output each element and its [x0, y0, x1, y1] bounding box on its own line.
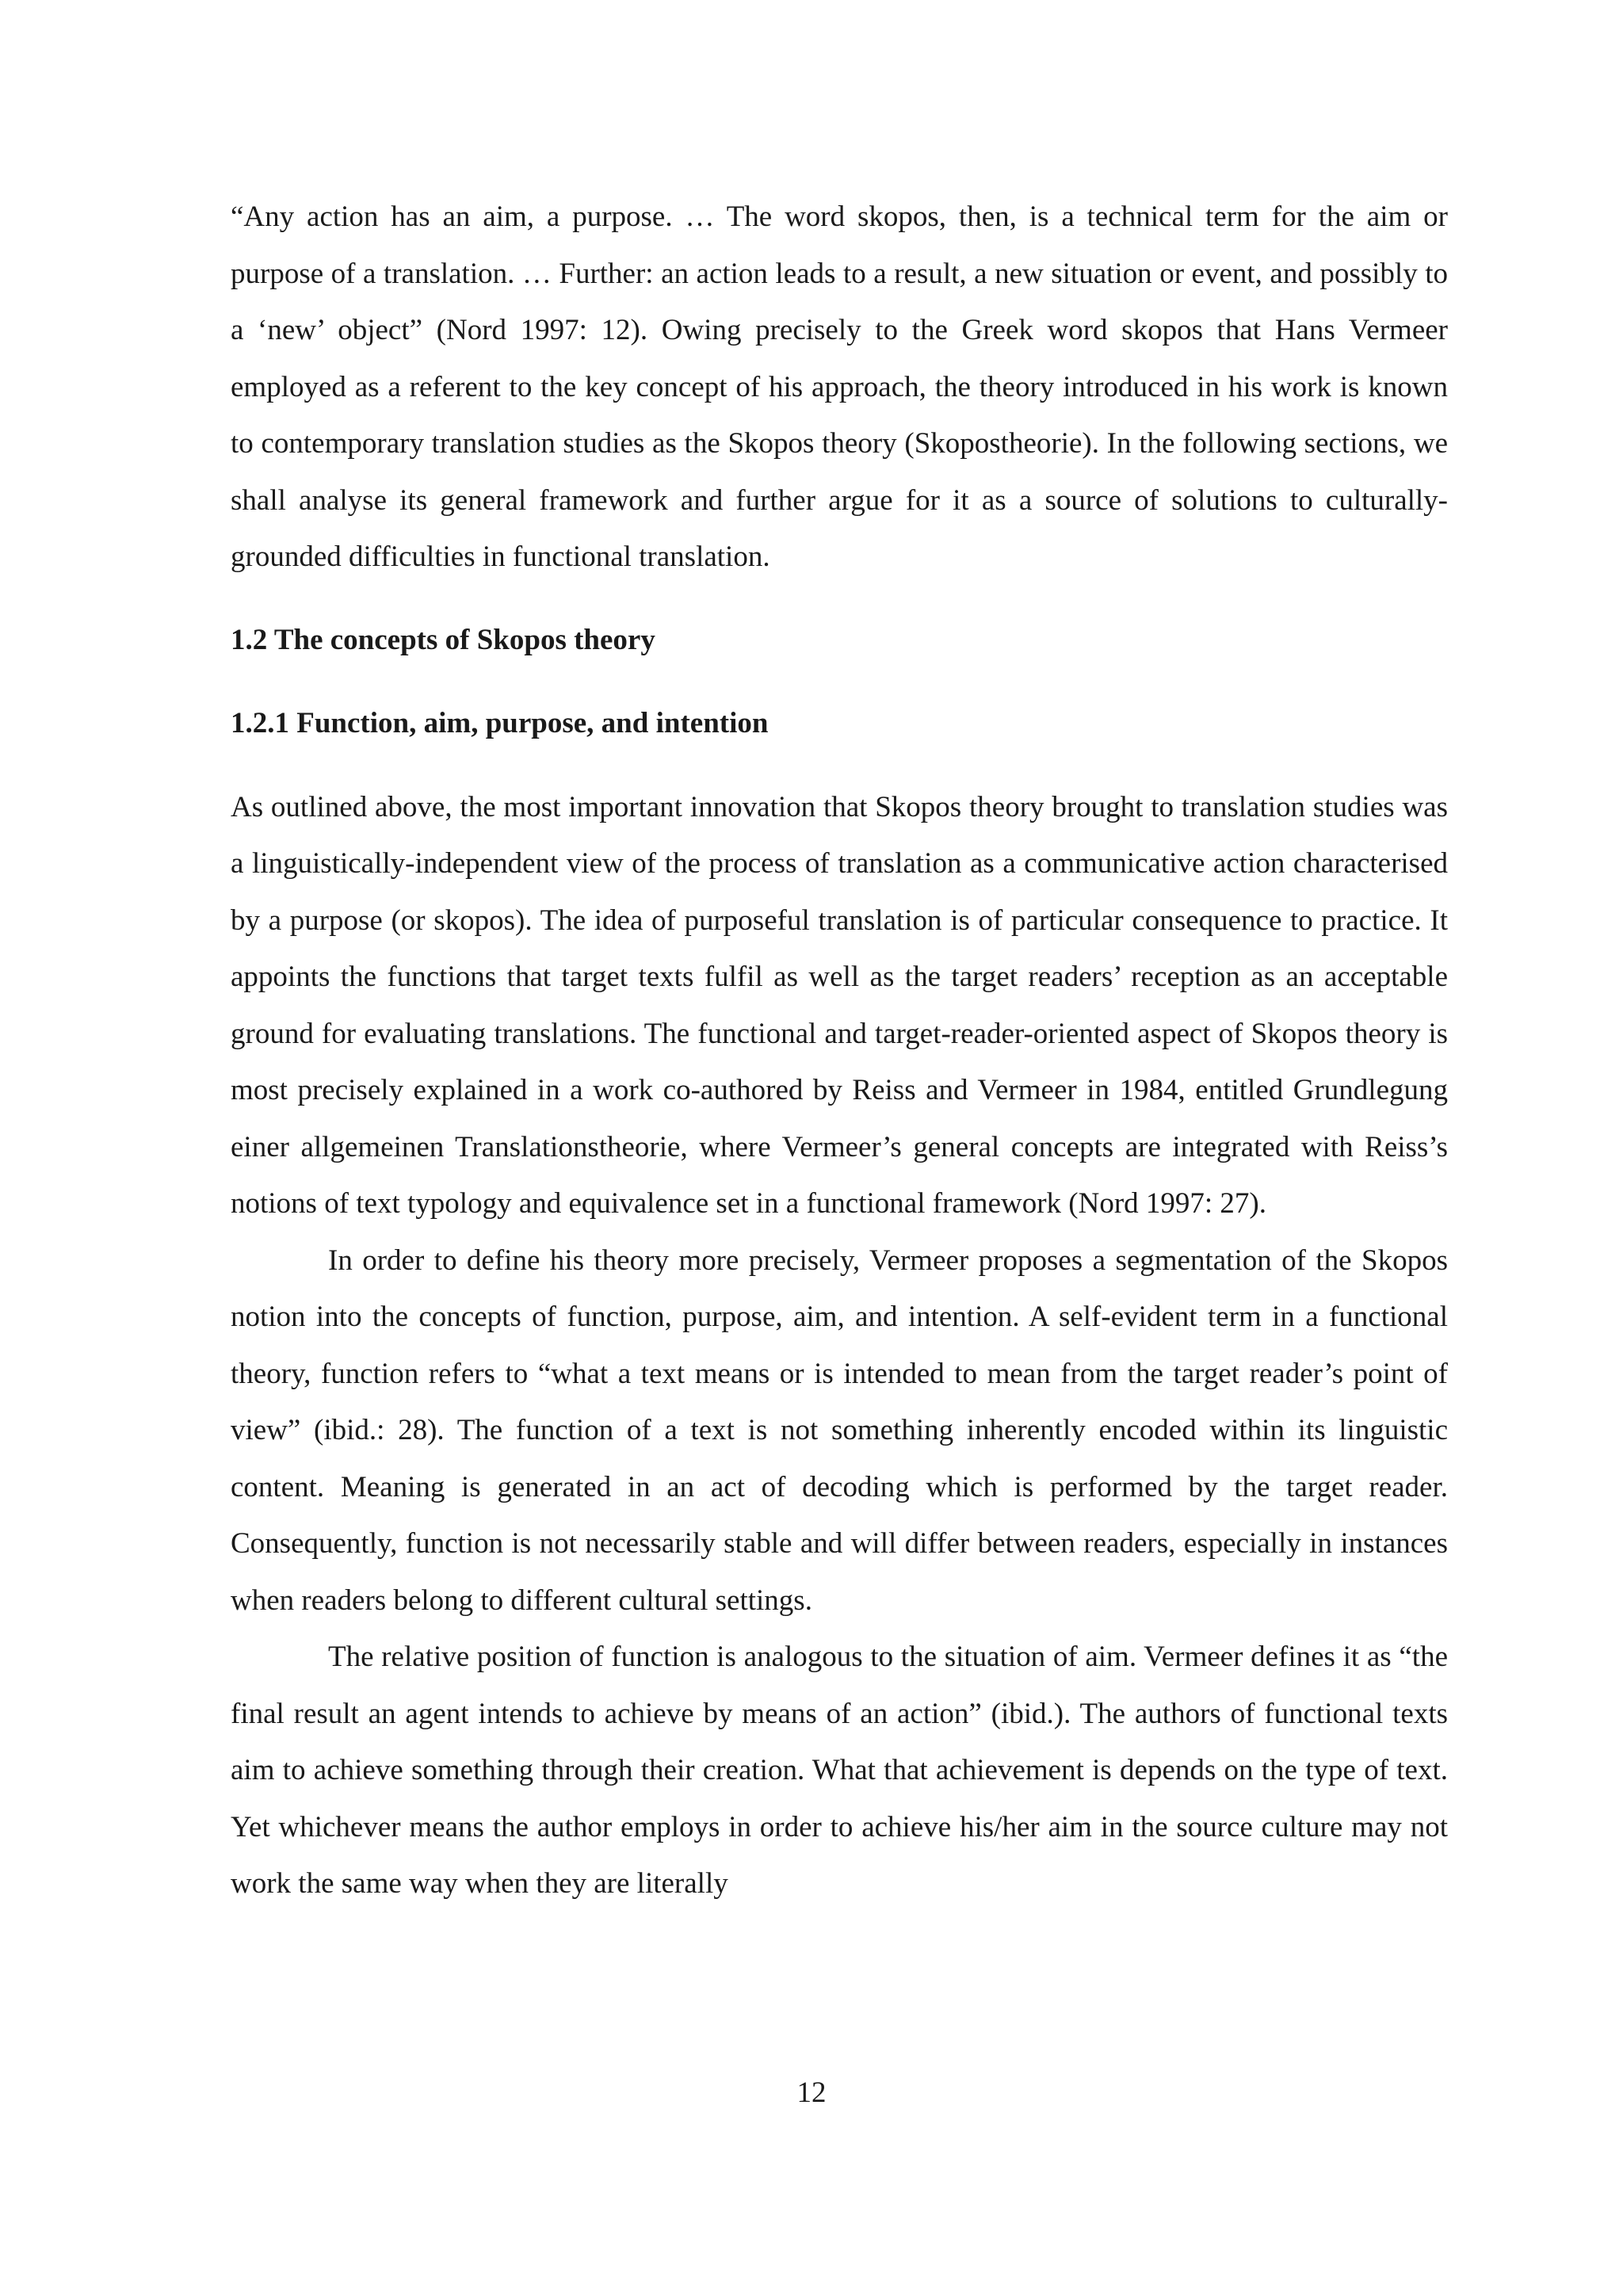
paragraph-skopos-definition: “Any action has an aim, a purpose. … The word skopos, then, is a technical term for the aim or purpose of a translation. … Further: an action leads to a result, a new situation or event, and possibly to a ‘new’ object” (Nord 1997: 12). Owing precisely to the Greek word skopos that Hans Vermeer employed as a referent to the key concept of his approach, the theory introduced in his work is known to contemporary translation studies as the Skopos theory (Skopostheorie). In the following sections, we shall analyse its general framework and further argue for it as a source of solutions to culturally-grounded difficulties in functional translation.: [231, 201, 1448, 573]
section-heading: 1.2 The concepts of Skopos theory: [231, 623, 655, 656]
paragraph-innovation: As outlined above, the most important innovation that Skopos theory brought to translation studies was a linguistically-independent view of the process of translation as a communicative action characterised by a purpose (or skopos). The idea of purposeful translation is of particular consequence to practice. It appoints the functions that target texts fulfil as well as the target readers’ reception as an acceptable ground for evaluating translations. The functional and target-reader-oriented aspect of Skopos theory is most precisely explained in a work co-authored by Reiss and Vermeer in 1984, entitled Grundlegung einer allgemeinen Translationstheorie, where Vermeer’s general concepts are integrated with Reiss’s notions of text typology and equivalence set in a functional framework (Nord 1997: 27).: [231, 790, 1448, 1220]
subsection-heading: 1.2.1 Function, aim, purpose, and intention: [231, 707, 769, 739]
paragraph-aim: The relative position of function is analogous to the situation of aim. Vermeer defines it as “the final result an agent intends to achieve by means of an action” (ibid.). The authors of functional texts aim to achieve something through their creation. What that achievement is depends on the type of text. Yet whichever means the author employs in order to achieve his/her aim in the source culture may not work the same way when they are literally: [231, 1641, 1448, 1900]
paragraph-function: In order to define his theory more precisely, Vermeer proposes a segmentation of the Skopos notion into the concepts of function, purpose, aim, and intention. A self-evident term in a functional theory, function refers to “what a text means or is intended to mean from the target reader’s point of view” (ibid.: 28). The function of a text is not something inherently encoded within its linguistic content. Meaning is generated in an act of decoding which is performed by the target reader. Consequently, function is not necessarily stable and will differ between readers, especially in instances when readers belong to different cultural settings.: [231, 1244, 1448, 1617]
page-number: 12: [796, 2076, 827, 2109]
body-text: [231, 189, 1448, 1912]
